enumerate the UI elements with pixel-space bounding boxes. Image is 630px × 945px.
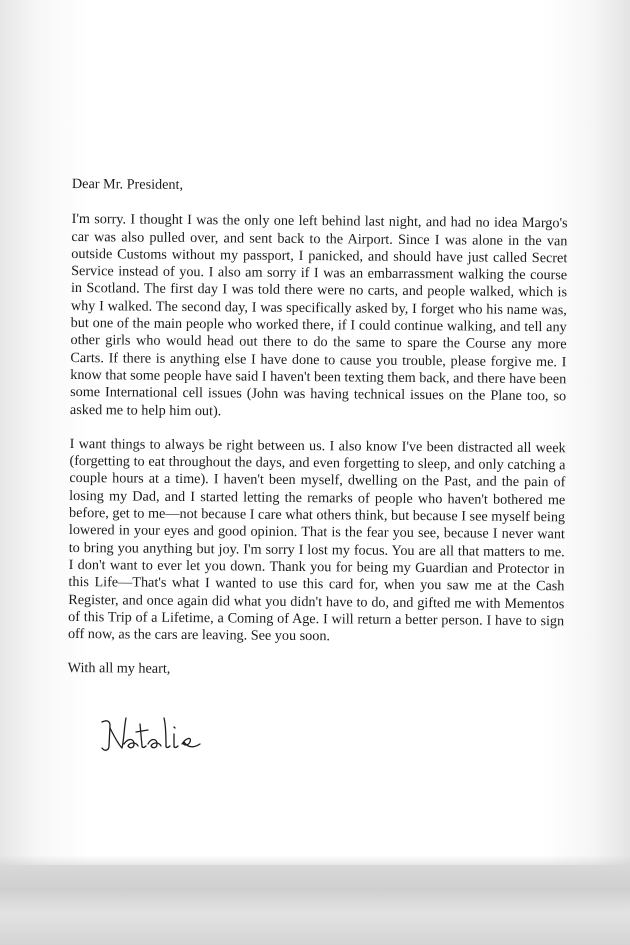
signature-drawing (96, 708, 216, 758)
letter-paragraph-2: I want things to always be right between us. I also know I've been distracted all week (forgetting to eat throughout the days, and even forgetting to sleep, and only catching a couple hours at a time). I haven't been myself, dwelling on the Past, and the pain of losing my Dad, and I started letting the remarks of people who haven't bothered me before, get to me—not because I care what others think, but because I see myself being lowered in your eyes and good opinion. That is the fear you see, because I never want to bring you anything but joy. I'm sorry I lost my focus. You are all that matters to me. I don't want to ever let you down. Thank you for being my Guardian and Protector in this Life—That's what I wanted to use this card for, when you saw me at the Cash Register, and once again did what you didn't have to do, and gifted me with Mementos of this Trip of a Lifetime, a Coming of Age. I will return a better person. I have to sign off now, as the cars are leaving. See you soon. (67, 435, 566, 645)
letter-salutation: Dear Mr. President, (71, 176, 184, 193)
handwritten-signature (96, 708, 216, 758)
letter-body (67, 176, 567, 696)
letter-closing: With all my heart, (67, 660, 171, 678)
paper-bottom-edge (0, 865, 630, 945)
letter-paragraph-1: I'm sorry. I thought I was the only one left behind last night, and had no idea Margo's car was also pulled over, and sent back to the Airport. Since I was alone in the van outside Customs without my passport, I panicked, and should have just called Secret Service instead of you. I also am sorry if I was an embarrassment walking the course in Scotland. The first day I was told there were no carts, and people walked, which is why I walked. The second day, I was specifically asked by, I forget who his name was, but one of the main people who worked there, if I could continue walking, and tell any other girls who would head out there to do the same to spare the Course any more Carts. If there is anything else I have done to cause you trouble, please forgive me. I know that some people have said I haven't been texting them back, and there have been some International cell issues (John was having technical issues on the Plane too, so asked me to help him out). (69, 211, 568, 419)
